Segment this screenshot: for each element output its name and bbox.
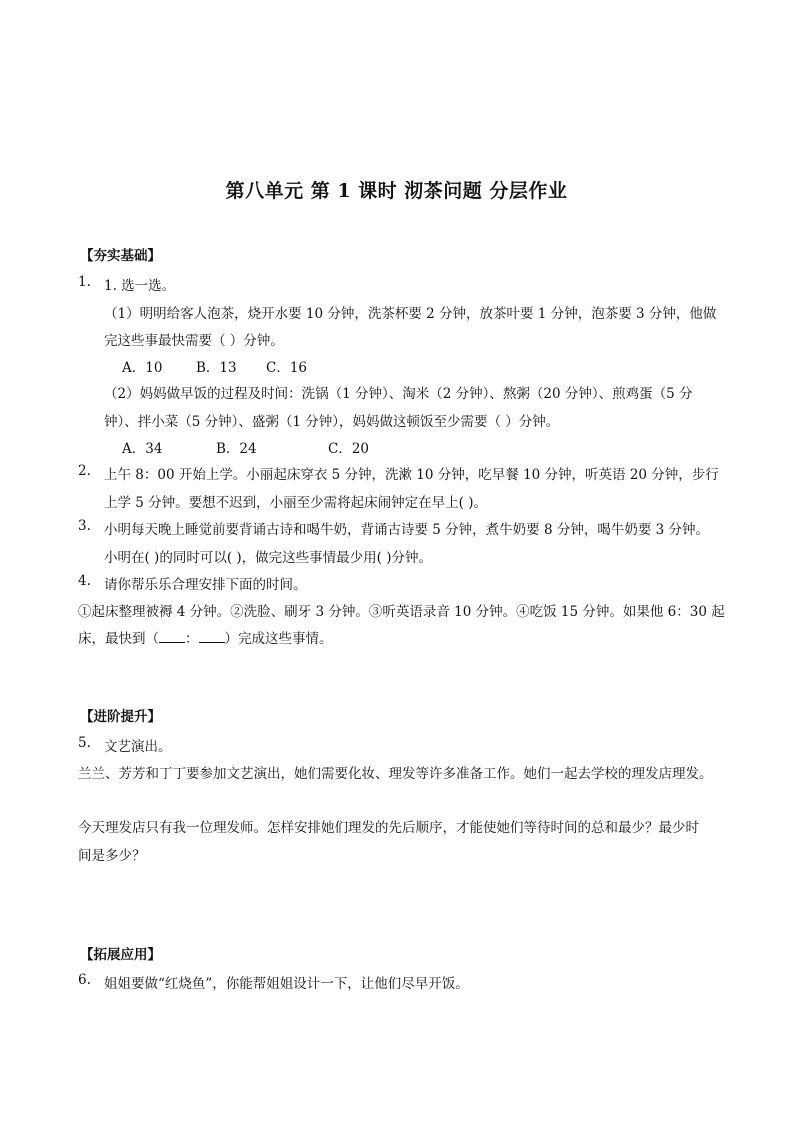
section-heading-advanced: 【进阶提升】: [80, 709, 161, 725]
section-heading-extended: 【拓展应用】: [80, 947, 161, 963]
option-c: C．16: [266, 360, 308, 376]
option-a: A．34: [122, 441, 163, 457]
question-number: 3.: [78, 518, 91, 534]
question-number: 2.: [78, 463, 91, 479]
text-segment: ：: [185, 631, 199, 647]
option-b: B．13: [196, 360, 237, 376]
option-a: A．10: [122, 360, 163, 376]
answer-blank-minute[interactable]: [199, 630, 225, 643]
answer-blank-hour[interactable]: [159, 630, 185, 643]
option-b: B．24: [216, 441, 257, 457]
question-number: 1.: [78, 274, 91, 290]
question-text-line: 间是多少？: [78, 848, 146, 864]
question-number: 6.: [78, 972, 91, 988]
question-stem: 文艺演出。: [104, 739, 172, 755]
text-segment: ）完成这些事情。: [224, 631, 333, 647]
question-text-line: （2）妈妈做早饭的过程及时间：洗锅（1 分钟）、淘米（2 分钟）、熬粥（20 分钟）、煎鸡蛋（5 分: [104, 386, 693, 402]
text-segment: 床，最快到（: [78, 631, 159, 647]
question-stem: 1. 选一选。: [104, 278, 176, 294]
question-stem: 姐姐要做“红烧鱼”，你能帮姐姐设计一下，让他们尽早开饭。: [104, 976, 469, 992]
question-text-line: 小明每天晚上睡觉前要背诵古诗和喝牛奶，背诵古诗要 5 分钟，煮牛奶要 8 分钟，喝牛奶要 3 分钟。: [104, 522, 710, 538]
question-number: 5.: [78, 735, 91, 751]
page-title: 第八单元 第 1 课时 沏茶问题 分层作业: [225, 180, 568, 202]
option-c: C．20: [328, 441, 370, 457]
section-heading-basic: 【夯实基础】: [80, 248, 161, 264]
question-number: 4.: [78, 573, 91, 589]
question-text-line: ①起床整理被褥 4 分钟。②洗脸、刷牙 3 分钟。③听英语录音 10 分钟。④吃饭 15 分钟。如果他 6：30 起: [78, 604, 725, 620]
question-text-line: 上午 8：00 开始上学。小丽起床穿衣 5 分钟，洗漱 10 分钟，吃早餐 10 分钟，听英语 20 分钟，步行: [104, 467, 719, 483]
question-text-line: 上学 5 分钟。要想不迟到，小丽至少需将起床闹钟定在早上( )。: [104, 495, 487, 511]
question-text-line: 今天理发店只有我一位理发师。怎样安排她们理发的先后顺序，才能使她们等待时间的总和最少？最少时: [78, 820, 699, 836]
question-text-line: 兰兰、芳芳和丁丁要参加文艺演出，她们需要化妆、理发等许多准备工作。她们一起去学校的理发店理发。: [78, 766, 713, 782]
question-text-line: 钟）、拌小菜（5 分钟）、盛粥（1 分钟），妈妈做这顿饭至少需要（ ）分钟。: [104, 414, 560, 430]
question-text-line: [78, 627, 333, 647]
question-text-line: （1）明明给客人泡茶，烧开水要 10 分钟，洗茶杯要 2 分钟，放茶叶要 1 分钟，泡茶要 3 分钟，他做: [104, 306, 717, 322]
question-stem: 请你帮乐乐合理安排下面的时间。: [104, 577, 307, 593]
question-text-line: 小明在( )的同时可以( )，做完这些事情最少用( )分钟。: [104, 550, 432, 566]
question-text-line: 完这些事最快需要（ ）分钟。: [104, 333, 284, 349]
